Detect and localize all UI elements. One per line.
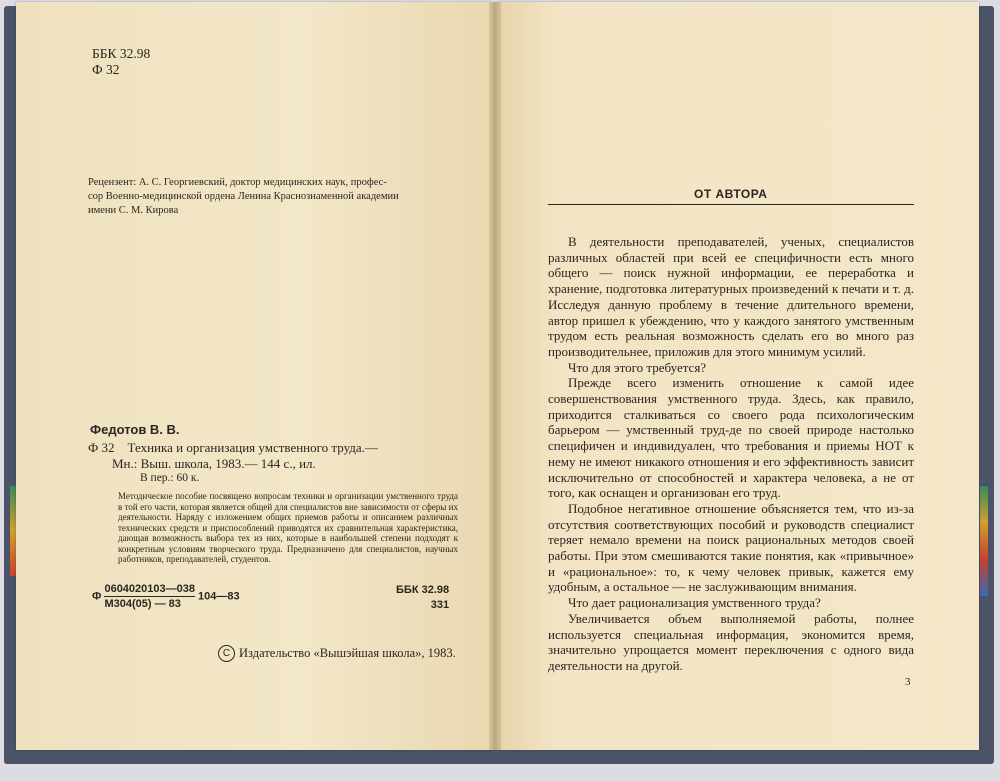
- reviewer-line: имени С. М. Кирова: [88, 205, 179, 216]
- author-name: Федотов В. В.: [90, 422, 180, 437]
- code-denominator: М304(05) — 83: [104, 598, 181, 610]
- paragraph: Что дает рационализация умственного труда?: [568, 595, 821, 611]
- code-fraction: [104, 583, 195, 610]
- cover-color-strip: [980, 486, 988, 596]
- reviewer-line: Рецензент: А. С. Георгиевский, доктор медицинских наук, профес-: [88, 177, 387, 188]
- bibliographic-record: [88, 440, 378, 472]
- heading-rule: [548, 204, 914, 205]
- paragraph: Подобное негативное отношение объясняется тем, что из-за отсутствия соответствующих пособий и руководств специалист теряет немало времени на поиск рациональных методов своей работы. При этом смешиваются такие понятия, как «привычное» и «рациональное»: то, к чему человек привык, кажется ему удобным, а остальное — не заслуживающим внимания.: [548, 500, 914, 595]
- bbk-footer-code: ББК 32.98: [396, 584, 450, 596]
- annotation: Методическое пособие посвящено вопросам техники и организации умственного труда в той его части, которая является общей для специалистов вне зависимости от сферы их деятельности. Наряду с изложением общих приемов работы и описанием различных технических средств и приспособлений приводятся их сравнительная характеристика, дающая возможность выбора тех из них, которые в наибольшей степени подходят к конкретным условиям творческого труда. Предназначено для специалистов, научных работников, преподавателей, студентов.: [118, 491, 458, 564]
- section-heading: ОТ АВТОРА: [694, 187, 768, 201]
- code-prefix: Ф: [92, 590, 102, 603]
- copyright-line: [218, 645, 456, 662]
- classification-codes: [92, 583, 240, 610]
- book-gutter: [489, 2, 501, 750]
- left-page: [16, 2, 492, 750]
- paragraph: В деятельности преподавателей, ученых, специалистов различных областей при всей ее специфичности есть много общего — поиск нужной информации, ее переработка и хранение, подготовка литературных произведений к печати и т. д. Исследуя данную проблему в течение длительного времени, автор пришел к убеждению, что у каждого занятого умственным трудом есть реальная возможность сделать его во много раз производительнее, приложив для этого минимум усилий.: [548, 234, 914, 359]
- paragraph: Увеличивается объем выполняемой работы, полнее используется специальная информация, экономится время, значительно упрощается момент переключения с одного вида деятельности на другой.: [548, 610, 914, 673]
- paragraph: Что для этого требуется?: [568, 359, 707, 375]
- page-number: 3: [905, 676, 911, 688]
- biblio-line: Мн.: Выш. школа, 1983.— 144 с., ил.: [112, 456, 316, 471]
- reviewer-block: [88, 176, 468, 218]
- author-mark: Ф 32: [92, 62, 120, 77]
- preface-text: [548, 234, 914, 674]
- bbk-header: [92, 46, 150, 78]
- code-numerator: 0604020103—038: [104, 583, 195, 595]
- copyright-text: Издательство «Вышэйшая школа», 1983.: [239, 646, 456, 660]
- price: В пер.: 60 к.: [140, 472, 200, 484]
- reviewer-line: сор Военно-медицинской ордена Ленина Краснознаменной академии: [88, 191, 399, 202]
- paragraph: Прежде всего изменить отношение к самой идее совершенствования умственного труда. Здесь, как правило, приходится сталкиваться со своего рода психологическим барьером — умственный труд-де по своей природе настолько специфичен и индивидуален, что требования и приемы НОТ к нему не имеют никакого отношения и его эффективность зависит исключительно от способностей и характера человека, а не от того, как оснащен и организован его труд.: [548, 375, 914, 501]
- bbk-footer: [396, 583, 449, 613]
- code-suffix: 104—83: [198, 590, 240, 603]
- bbk-footer-number: 331: [430, 599, 450, 611]
- copyright-icon: C: [218, 645, 235, 662]
- biblio-line: Ф 32 Техника и организация умственного труда.—: [88, 440, 378, 455]
- bbk-code: ББК 32.98: [92, 46, 151, 61]
